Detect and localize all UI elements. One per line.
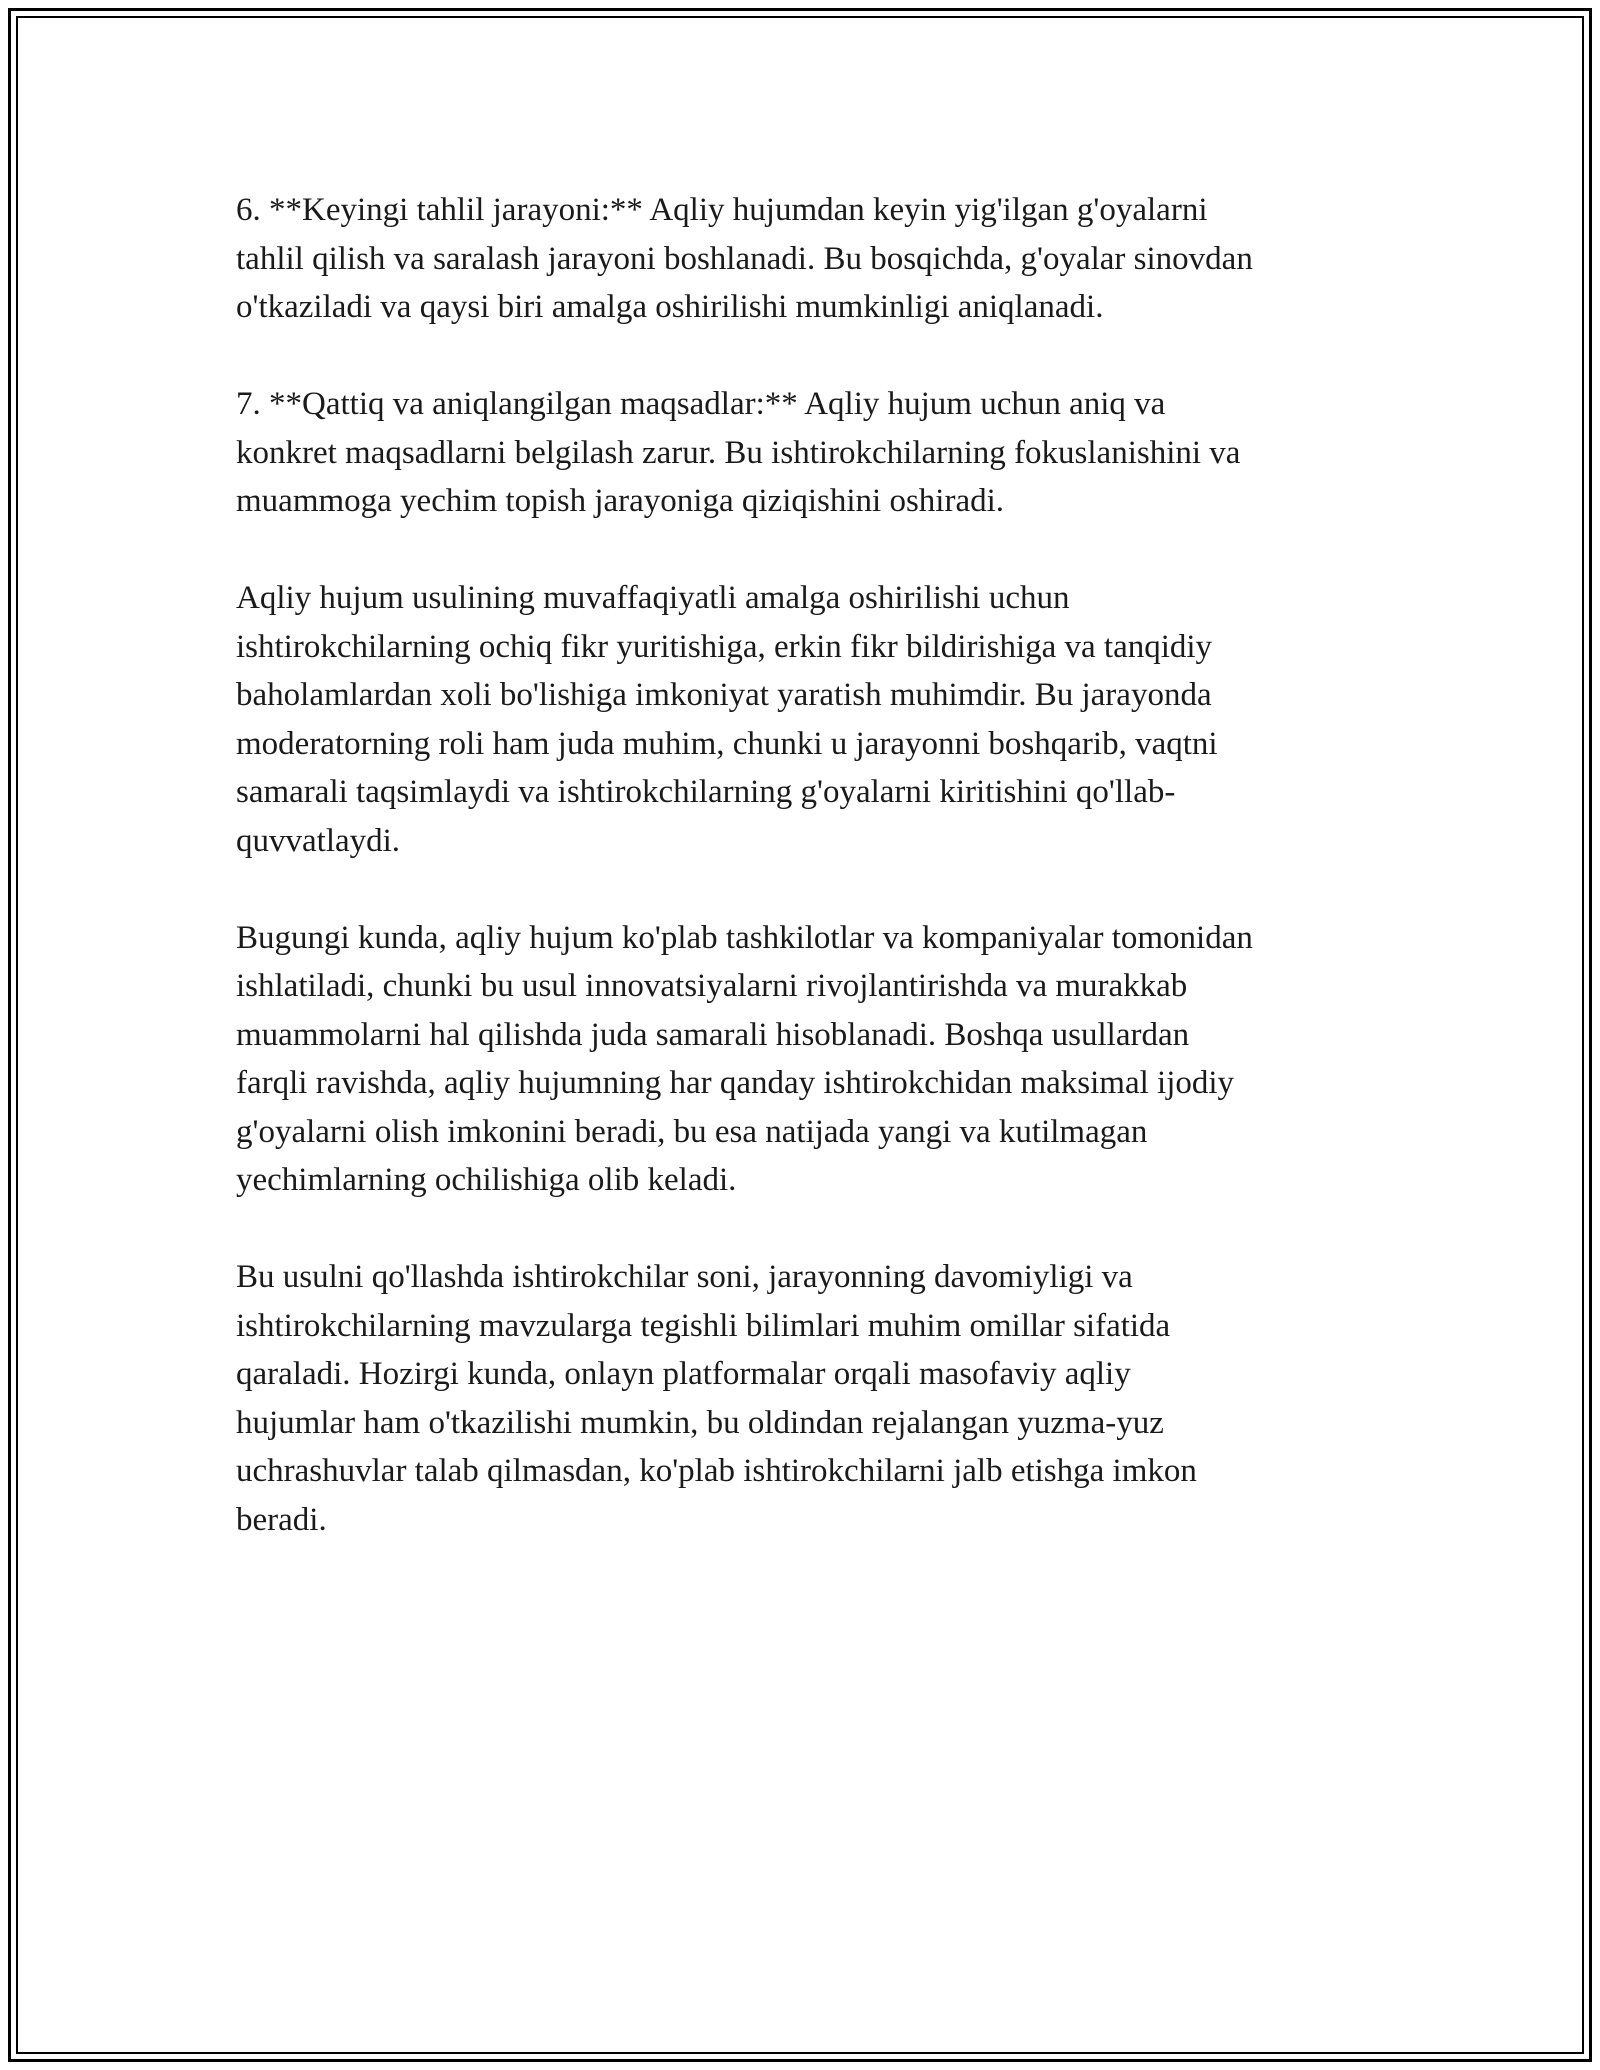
text-line: g'oyalarni olish imkonini beradi, bu esa natijada yangi va kutilmagan bbox=[236, 1113, 1148, 1150]
text-line: Aqliy hujum usulining muvaffaqiyatli amalga oshirilishi uchun bbox=[236, 580, 1070, 616]
text-line: muammoga yechim topish jarayoniga qiziqishini oshiradi. bbox=[236, 483, 1005, 519]
text-line: Bu usulni qo'llashda ishtirokchilar soni, jarayonning davomiyligi va bbox=[236, 1259, 1133, 1295]
paragraph-successful-implementation bbox=[236, 574, 1386, 865]
text-line: o'tkaziladi va qaysi biri amalga oshirilishi mumkinligi aniqlanadi. bbox=[236, 289, 1104, 325]
text-line: samarali taqsimlaydi va ishtirokchilarning g'oyalarni kiritishini qo'llab- bbox=[236, 774, 1176, 810]
paragraph-clear-goals bbox=[236, 380, 1386, 526]
text-line: Bugungi kunda, aqliy hujum ko'plab tashkilotlar va kompaniyalar tomonidan bbox=[236, 919, 1253, 956]
text-line: muammolarni hal qilishda juda samarali hisoblanadi. Boshqa usullardan bbox=[236, 1016, 1190, 1053]
paragraph-modern-usage bbox=[236, 914, 1386, 1205]
text-line: farqli ravishda, aqliy hujumning har qanday ishtirokchidan maksimal ijodiy bbox=[236, 1065, 1235, 1101]
text-line: moderatorning roli ham juda muhim, chunki u jarayonni boshqarib, vaqtni bbox=[236, 725, 1218, 762]
text-line: quvvatlaydi. bbox=[236, 822, 401, 859]
text-line: 7. **Qattiq va aniqlangilgan maqsadlar:** Aqliy hujum uchun aniq va bbox=[236, 386, 1166, 422]
text-line: yechimlarning ochilishiga olib keladi. bbox=[236, 1162, 737, 1198]
text-line: 6. **Keyingi tahlil jarayoni:** Aqliy hujumdan keyin yig'ilgan g'oyalarni bbox=[236, 192, 1208, 228]
paragraph-application-factors bbox=[236, 1253, 1386, 1544]
document-body bbox=[236, 186, 1386, 1593]
text-line: beradi. bbox=[236, 1501, 327, 1538]
text-line: qaraladi. Hozirgi kunda, onlayn platformalar orqali masofaviy aqliy bbox=[236, 1356, 1131, 1392]
text-line: baholamlardan xoli bo'lishiga imkoniyat yaratish muhimdir. Bu jarayonda bbox=[236, 677, 1212, 713]
text-line: ishtirokchilarning mavzularga tegishli bilimlari muhim omillar sifatida bbox=[236, 1307, 1171, 1344]
text-line: uchrashuvlar talab qilmasdan, ko'plab ishtirokchilarni jalb etishga imkon bbox=[236, 1453, 1197, 1489]
text-line: hujumlar ham o'tkazilishi mumkin, bu oldindan rejalangan yuzma-yuz bbox=[236, 1404, 1164, 1441]
text-line: ishlatiladi, chunki bu usul innovatsiyalarni rivojlantirishda va murakkab bbox=[236, 968, 1188, 1004]
text-line: tahlil qilish va saralash jarayoni boshlanadi. Bu bosqichda, g'oyalar sinovdan bbox=[236, 240, 1253, 277]
text-line: konkret maqsadlarni belgilash zarur. Bu ishtirokchilarning fokuslanishini va bbox=[236, 434, 1241, 471]
text-line: ishtirokchilarning ochiq fikr yuritishiga, erkin fikr bildirishiga va tanqidiy bbox=[236, 628, 1213, 665]
paragraph-next-analysis-process bbox=[236, 186, 1386, 332]
